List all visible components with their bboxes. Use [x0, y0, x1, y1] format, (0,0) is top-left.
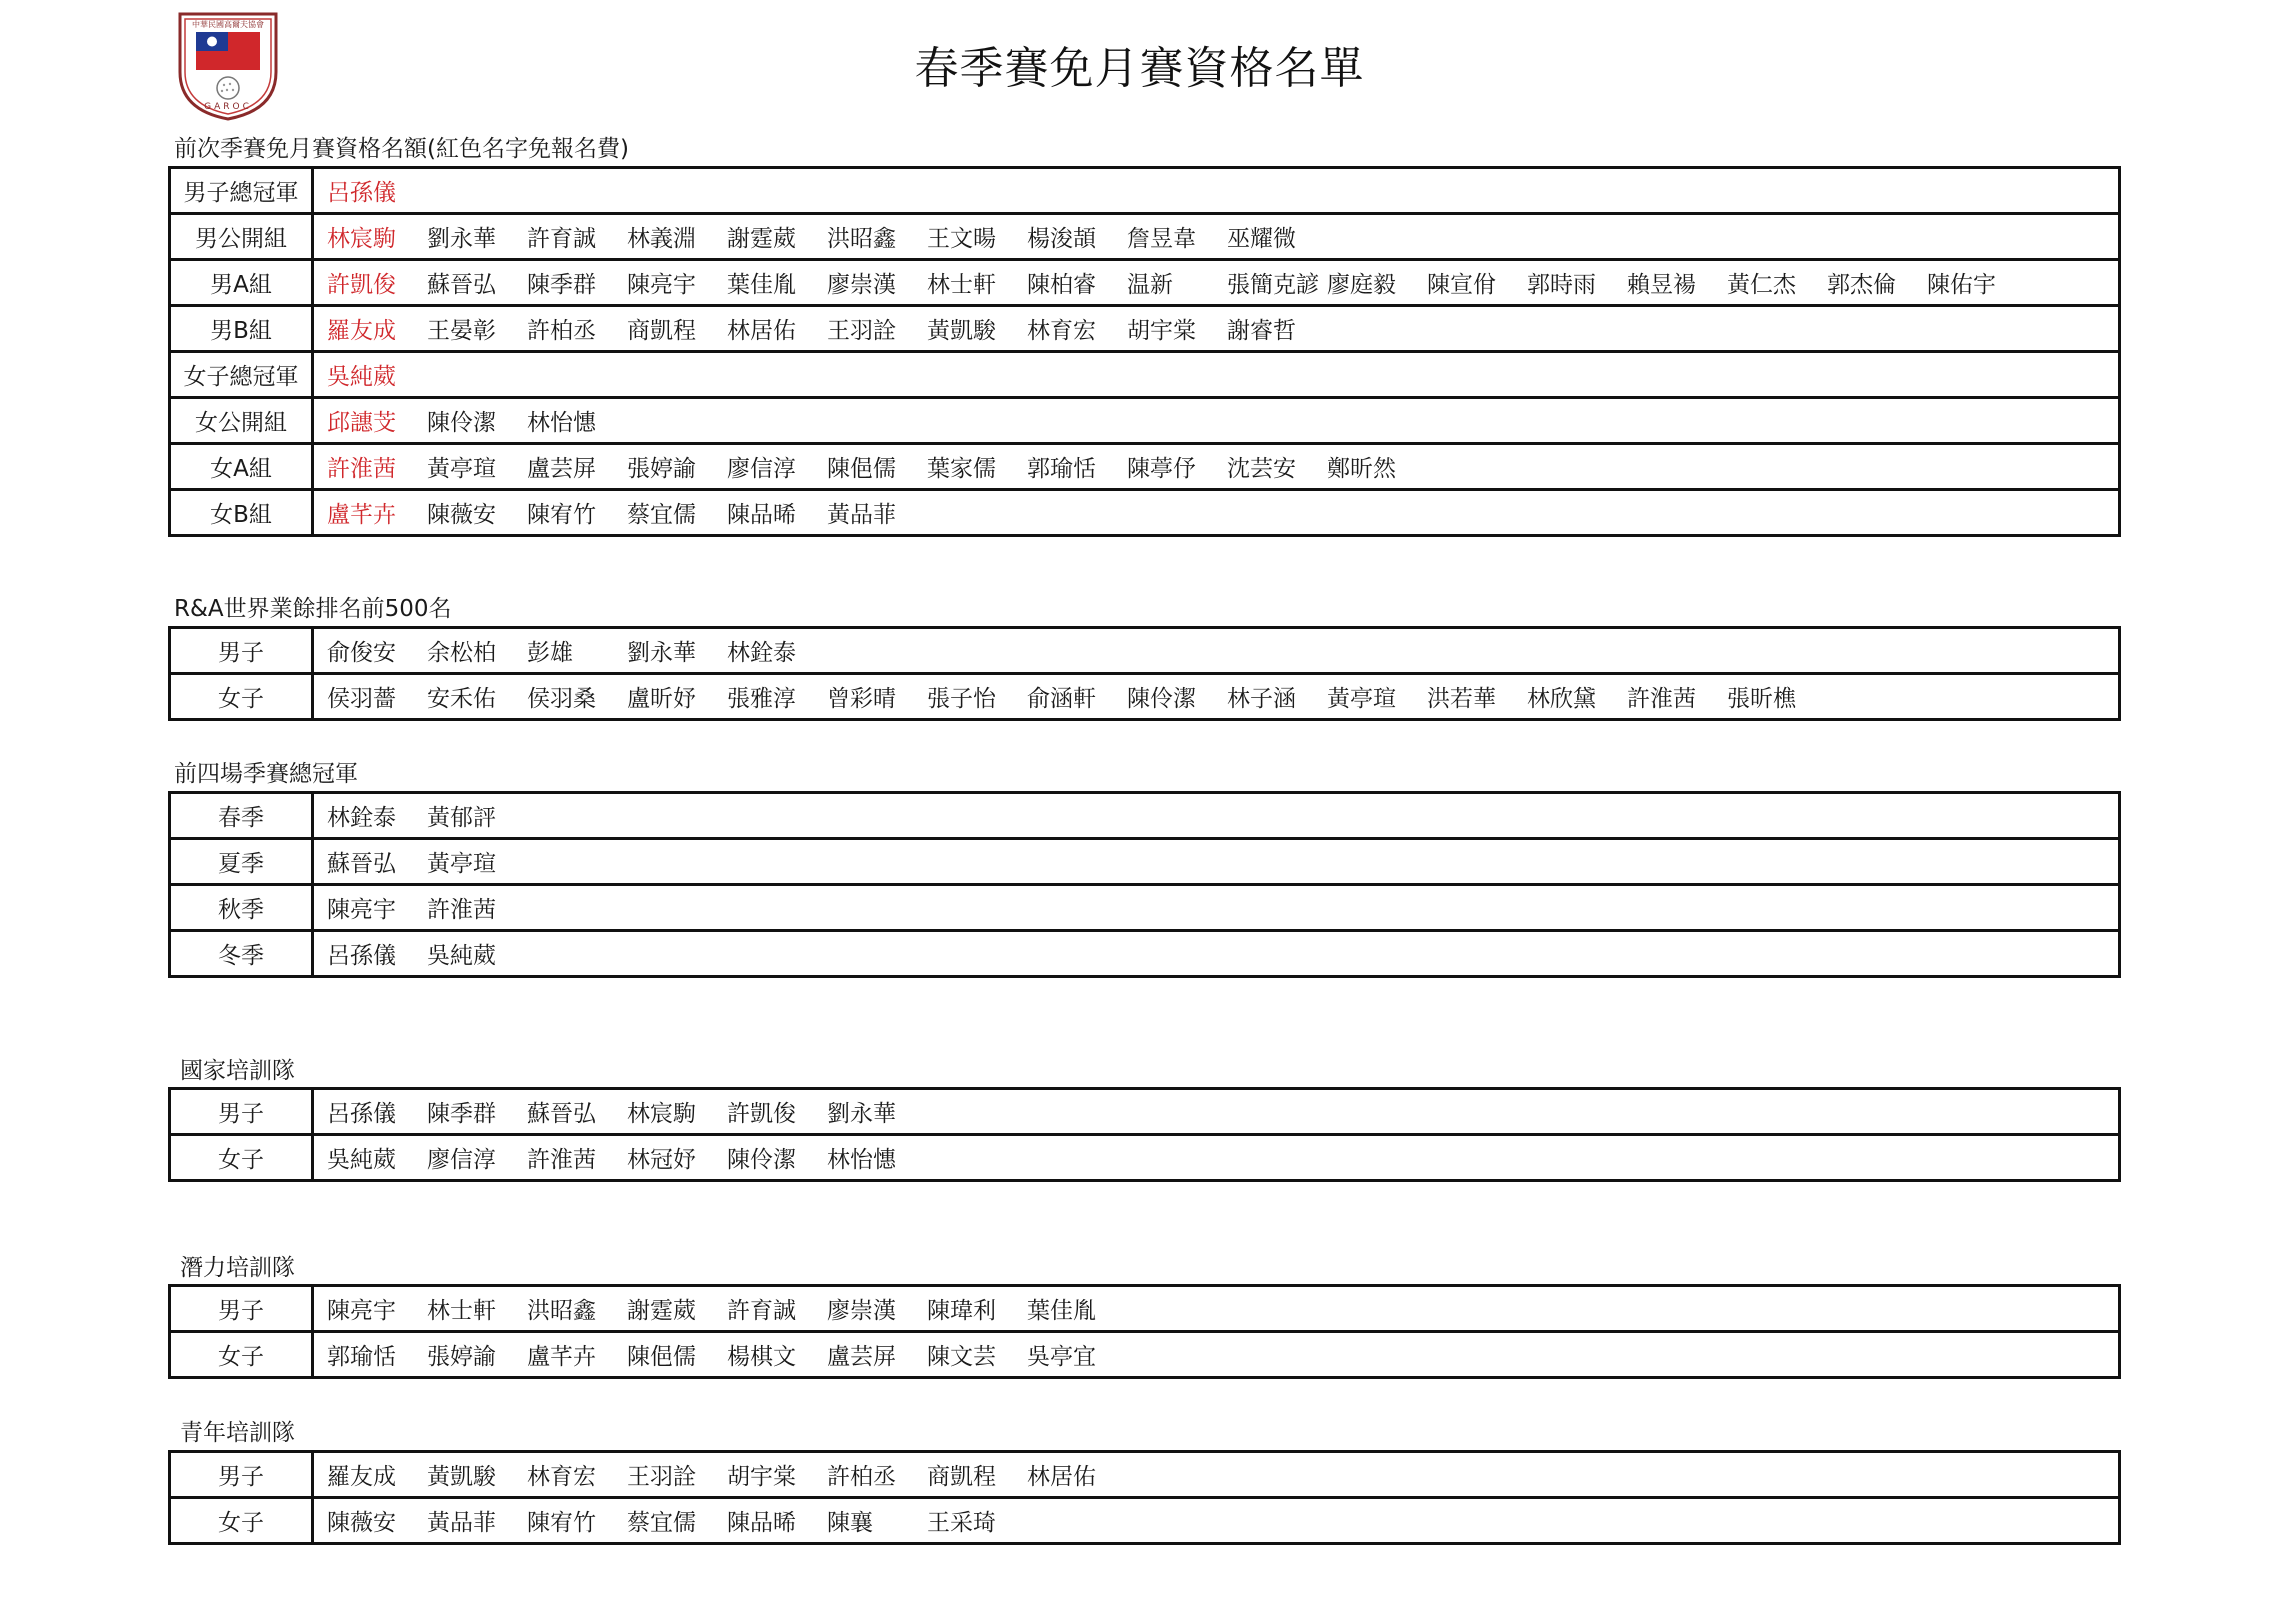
- player-name: 廖信淳: [427, 1147, 496, 1173]
- names-cell: [313, 260, 2120, 306]
- player-name: 張婷諭: [427, 1344, 496, 1370]
- player-name: 賴昱禓: [1627, 272, 1696, 298]
- player-name: 陳俋儒: [627, 1344, 696, 1370]
- fee-waived-name: 許凱俊: [327, 272, 396, 298]
- player-name: 陳亮宇: [627, 272, 696, 298]
- player-name: 詹昱韋: [1127, 226, 1196, 252]
- fee-waived-name: 羅友成: [327, 318, 396, 344]
- player-name: 吳純葳: [327, 1147, 396, 1173]
- player-name: 蘇晉弘: [427, 272, 496, 298]
- table-row: [170, 352, 2120, 398]
- player-name: 林冠妤: [627, 1147, 696, 1173]
- player-name: 鄭昕然: [1327, 456, 1396, 482]
- player-name: 陳瑋利: [927, 1298, 996, 1324]
- table-row: [170, 1089, 2120, 1135]
- player-name: 劉永華: [627, 640, 696, 666]
- player-name: 謝霆葳: [627, 1298, 696, 1324]
- player-name: 陳品晞: [727, 1510, 796, 1536]
- player-name: 黃亭瑄: [1327, 686, 1396, 712]
- category-cell: 女子: [170, 1332, 313, 1378]
- category-cell: 男子總冠軍: [170, 168, 313, 214]
- category-cell: 秋季: [170, 885, 313, 931]
- player-name: 陳品晞: [727, 502, 796, 528]
- category-cell: 女子: [170, 1135, 313, 1181]
- names-cell: [313, 398, 2120, 444]
- player-name: 楊浚頡: [1027, 226, 1096, 252]
- category-cell: 男子: [170, 628, 313, 674]
- player-name: 楊棋文: [727, 1344, 796, 1370]
- player-name: 張簡克諺: [1227, 272, 1319, 298]
- category-cell: 男B組: [170, 306, 313, 352]
- table-row: [170, 1286, 2120, 1332]
- player-name: 林銓泰: [727, 640, 796, 666]
- player-name: 蔡宜儒: [627, 1510, 696, 1536]
- table-row: [170, 931, 2120, 977]
- player-name: 胡宇棠: [727, 1464, 796, 1490]
- player-name: 陳伶潔: [427, 410, 496, 436]
- names-cell: [313, 444, 2120, 490]
- player-name: 吳純葳: [427, 943, 496, 969]
- player-name: 陳薇安: [427, 502, 496, 528]
- player-name: 林育宏: [527, 1464, 596, 1490]
- player-name: 林怡憓: [827, 1147, 896, 1173]
- player-name: 林子涵: [1227, 686, 1296, 712]
- names-cell: [313, 1286, 2120, 1332]
- player-name: 黃亭瑄: [427, 851, 496, 877]
- player-name: 許育誠: [527, 226, 596, 252]
- player-name: 陳季群: [527, 272, 596, 298]
- player-name: 陳伶潔: [727, 1147, 796, 1173]
- player-name: 葉佳胤: [727, 272, 796, 298]
- player-name: 郭瑜恬: [327, 1344, 396, 1370]
- player-name: 廖崇漢: [827, 1298, 896, 1324]
- player-name: 葉佳胤: [1027, 1298, 1096, 1324]
- player-name: 林怡憓: [527, 410, 596, 436]
- player-name: 羅友成: [327, 1464, 396, 1490]
- player-name: 王文暘: [927, 226, 996, 252]
- player-name: 黃品菲: [427, 1510, 496, 1536]
- player-name: 王羽詮: [627, 1464, 696, 1490]
- names-cell: [313, 168, 2120, 214]
- player-name: 黃凱駿: [427, 1464, 496, 1490]
- player-name: 商凱程: [627, 318, 696, 344]
- potential-table: [168, 1284, 2121, 1379]
- names-cell: [313, 490, 2120, 536]
- category-cell: 女A組: [170, 444, 313, 490]
- table-row: [170, 1135, 2120, 1181]
- player-name: 林士軒: [427, 1298, 496, 1324]
- fee-waived-name: 盧芊卉: [327, 502, 396, 528]
- category-cell: 春季: [170, 793, 313, 839]
- player-name: 曾彩晴: [827, 686, 896, 712]
- player-name: 廖庭毅: [1327, 272, 1396, 298]
- player-name: 許淮茜: [527, 1147, 596, 1173]
- player-name: 許柏丞: [527, 318, 596, 344]
- fee-waived-name: 吳純葳: [327, 364, 396, 390]
- category-cell: 男子: [170, 1452, 313, 1498]
- player-name: 洪昭鑫: [827, 226, 896, 252]
- player-name: 陳文芸: [927, 1344, 996, 1370]
- player-name: 王采琦: [927, 1510, 996, 1536]
- names-cell: [313, 793, 2120, 839]
- qualifiers-table: [168, 166, 2121, 537]
- table-row: [170, 214, 2120, 260]
- table-row: [170, 628, 2120, 674]
- seasons-table: [168, 791, 2121, 978]
- names-cell: [313, 839, 2120, 885]
- names-cell: [313, 628, 2120, 674]
- table-row: [170, 168, 2120, 214]
- player-name: 侯羽薔: [327, 686, 396, 712]
- player-name: 郭時雨: [1527, 272, 1596, 298]
- player-name: 吳亭宜: [1027, 1344, 1096, 1370]
- player-name: 蘇晉弘: [327, 851, 396, 877]
- player-name: 蘇晉弘: [527, 1101, 596, 1127]
- player-name: 林銓泰: [327, 805, 396, 831]
- player-name: 黃品菲: [827, 502, 896, 528]
- player-name: 張昕樵: [1727, 686, 1796, 712]
- section-caption-seasons: 前四場季賽總冠軍: [174, 761, 358, 787]
- player-name: 黃凱駿: [927, 318, 996, 344]
- player-name: 林士軒: [927, 272, 996, 298]
- names-cell: [313, 1452, 2120, 1498]
- logo-text: 中華民國高爾夫協會: [192, 20, 264, 29]
- player-name: 盧芊卉: [527, 1344, 596, 1370]
- section-caption-national: 國家培訓隊: [180, 1058, 295, 1084]
- player-name: 呂孫儀: [327, 943, 396, 969]
- player-name: 陳宣佾: [1427, 272, 1496, 298]
- names-cell: [313, 352, 2120, 398]
- section-caption-youth: 青年培訓隊: [180, 1420, 295, 1446]
- player-name: 廖信淳: [727, 456, 796, 482]
- player-name: 洪昭鑫: [527, 1298, 596, 1324]
- category-cell: 男A組: [170, 260, 313, 306]
- category-cell: 男子: [170, 1089, 313, 1135]
- table-row: [170, 1498, 2120, 1544]
- category-cell: 男公開組: [170, 214, 313, 260]
- player-name: 許柏丞: [827, 1464, 896, 1490]
- player-name: 陳伶潔: [1127, 686, 1196, 712]
- category-cell: 女公開組: [170, 398, 313, 444]
- category-cell: 女子: [170, 674, 313, 720]
- player-name: 余松柏: [427, 640, 496, 666]
- page-title: 春季賽免月賽資格名單: [914, 43, 1365, 94]
- player-name: 張婷諭: [627, 456, 696, 482]
- player-name: 陳葶伃: [1127, 456, 1196, 482]
- table-row: [170, 1452, 2120, 1498]
- section-caption-potential: 潛力培訓隊: [180, 1255, 295, 1281]
- player-name: 陳宥竹: [527, 502, 596, 528]
- player-name: 林欣黛: [1527, 686, 1596, 712]
- player-name: 郭杰倫: [1827, 272, 1896, 298]
- fee-waived-name: 許淮茜: [327, 456, 396, 482]
- player-name: 王晏彰: [427, 318, 496, 344]
- category-cell: 男子: [170, 1286, 313, 1332]
- player-name: 呂孫儀: [327, 1101, 396, 1127]
- player-name: 商凱程: [927, 1464, 996, 1490]
- player-name: 盧昕妤: [627, 686, 696, 712]
- player-name: 黃亭瑄: [427, 456, 496, 482]
- table-row: [170, 885, 2120, 931]
- player-name: 胡宇棠: [1127, 318, 1196, 344]
- player-name: 沈芸安: [1227, 456, 1296, 482]
- player-name: 陳宥竹: [527, 1510, 596, 1536]
- table-row: [170, 260, 2120, 306]
- player-name: 林育宏: [1027, 318, 1096, 344]
- section-caption-qualifiers: 前次季賽免月賽資格名額(紅色名字免報名費): [174, 136, 629, 162]
- names-cell: [313, 1332, 2120, 1378]
- player-name: 謝霆葳: [727, 226, 796, 252]
- player-name: 温新: [1127, 272, 1173, 298]
- national-table: [168, 1087, 2121, 1182]
- table-row: [170, 444, 2120, 490]
- table-row: [170, 398, 2120, 444]
- player-name: 安禾佑: [427, 686, 496, 712]
- player-name: 陳襄: [827, 1510, 873, 1536]
- names-cell: [313, 214, 2120, 260]
- player-name: 黃仁杰: [1727, 272, 1796, 298]
- player-name: 俞涵軒: [1027, 686, 1096, 712]
- player-name: 陳亮宇: [327, 897, 396, 923]
- player-name: 林居佑: [727, 318, 796, 344]
- player-name: 俞俊安: [327, 640, 396, 666]
- player-name: 彭雄: [527, 640, 573, 666]
- names-cell: [313, 1135, 2120, 1181]
- category-cell: 夏季: [170, 839, 313, 885]
- player-name: 許淮茜: [1627, 686, 1696, 712]
- player-name: 盧芸屏: [827, 1344, 896, 1370]
- player-name: 陳俋儒: [827, 456, 896, 482]
- player-name: 許育誠: [727, 1298, 796, 1324]
- player-name: 許凱俊: [727, 1101, 796, 1127]
- player-name: 巫耀微: [1227, 226, 1296, 252]
- player-name: 黃郁評: [427, 805, 496, 831]
- category-cell: 冬季: [170, 931, 313, 977]
- player-name: 劉永華: [827, 1101, 896, 1127]
- category-cell: 女B組: [170, 490, 313, 536]
- player-name: 侯羽桑: [527, 686, 596, 712]
- player-name: 盧芸屏: [527, 456, 596, 482]
- table-row: [170, 839, 2120, 885]
- names-cell: [313, 1498, 2120, 1544]
- section-caption-wagr: R&A世界業餘排名前500名: [174, 596, 452, 622]
- table-row: [170, 490, 2120, 536]
- player-name: 陳柏睿: [1027, 272, 1096, 298]
- player-name: 陳亮宇: [327, 1298, 396, 1324]
- player-name: 蔡宜儒: [627, 502, 696, 528]
- player-name: 王羽詮: [827, 318, 896, 344]
- table-row: [170, 674, 2120, 720]
- player-name: 張子怡: [927, 686, 996, 712]
- youth-table: [168, 1450, 2121, 1545]
- names-cell: [313, 1089, 2120, 1135]
- fee-waived-name: 呂孫儀: [327, 180, 396, 206]
- player-name: 林義淵: [627, 226, 696, 252]
- logo-abbr: GAROC: [204, 102, 252, 112]
- names-cell: [313, 306, 2120, 352]
- table-row: [170, 306, 2120, 352]
- player-name: 陳佑宇: [1927, 272, 1996, 298]
- names-cell: [313, 674, 2120, 720]
- names-cell: [313, 931, 2120, 977]
- player-name: 郭瑜恬: [1027, 456, 1096, 482]
- player-name: 許淮茜: [427, 897, 496, 923]
- player-name: 廖崇漢: [827, 272, 896, 298]
- player-name: 葉家儒: [927, 456, 996, 482]
- player-name: 謝睿哲: [1227, 318, 1296, 344]
- player-name: 林宸駒: [627, 1101, 696, 1127]
- player-name: 陳季群: [427, 1101, 496, 1127]
- fee-waived-name: 邱譓芠: [327, 410, 396, 436]
- player-name: 林居佑: [1027, 1464, 1096, 1490]
- player-name: 張雅淳: [727, 686, 796, 712]
- player-name: 陳薇安: [327, 1510, 396, 1536]
- names-cell: [313, 885, 2120, 931]
- category-cell: 女子: [170, 1498, 313, 1544]
- player-name: 劉永華: [427, 226, 496, 252]
- wagr-table: [168, 626, 2121, 721]
- player-name: 洪若華: [1427, 686, 1496, 712]
- category-cell: 女子總冠軍: [170, 352, 313, 398]
- table-row: [170, 793, 2120, 839]
- fee-waived-name: 林宸駒: [327, 226, 396, 252]
- table-row: [170, 1332, 2120, 1378]
